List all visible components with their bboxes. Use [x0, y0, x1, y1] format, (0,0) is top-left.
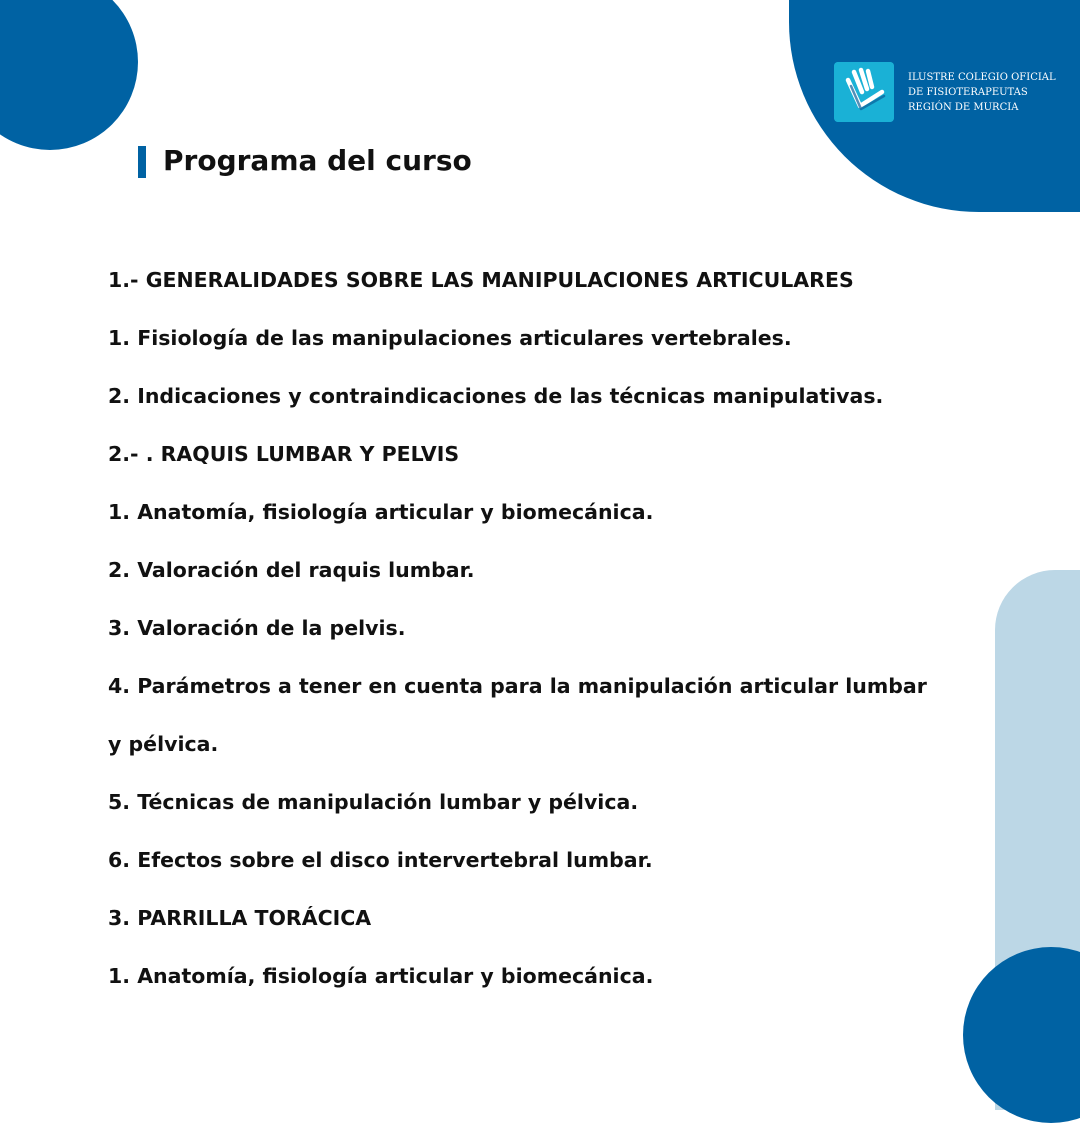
list-item: 1. Anatomía, fisiología articular y biomecánica. [108, 964, 654, 988]
course-program-list [108, 265, 968, 1019]
list-item: 1. Fisiología de las manipulaciones articulares vertebrales. [108, 326, 792, 350]
list-item: 2. Valoración del raquis lumbar. [108, 558, 475, 582]
college-logo [834, 62, 1056, 122]
logo-text-line-1: ILUSTRE COLEGIO OFICIAL [908, 71, 1056, 83]
list-item: 1. Anatomía, fisiología articular y biomecánica. [108, 500, 654, 524]
logo-text [908, 70, 1056, 115]
title-accent-bar [138, 146, 146, 178]
list-item: 3. PARRILLA TORÁCICA [108, 906, 372, 930]
list-item: 2.- . RAQUIS LUMBAR Y PELVIS [108, 442, 460, 466]
decorative-circle-bottom-right [963, 947, 1080, 1123]
logo-text-line-3: REGIÓN DE MURCIA [908, 101, 1019, 113]
list-item: 2. Indicaciones y contraindicaciones de las técnicas manipulativas. [108, 384, 884, 408]
logo-text-line-2: DE FISIOTERAPEUTAS [908, 86, 1028, 98]
list-item: 4. Parámetros a tener en cuenta para la manipulación articular lumbar [108, 674, 927, 698]
decorative-circle-top-left [0, 0, 138, 150]
list-item: 1.- GENERALIDADES SOBRE LAS MANIPULACIONES ARTICULARES [108, 268, 854, 292]
list-item: 6. Efectos sobre el disco intervertebral lumbar. [108, 848, 653, 872]
list-item: y pélvica. [108, 732, 219, 756]
list-item: 3. Valoración de la pelvis. [108, 616, 406, 640]
list-item: 5. Técnicas de manipulación lumbar y pélvica. [108, 790, 639, 814]
hand-logo-icon [834, 62, 894, 122]
page-title: Programa del curso [163, 144, 472, 177]
